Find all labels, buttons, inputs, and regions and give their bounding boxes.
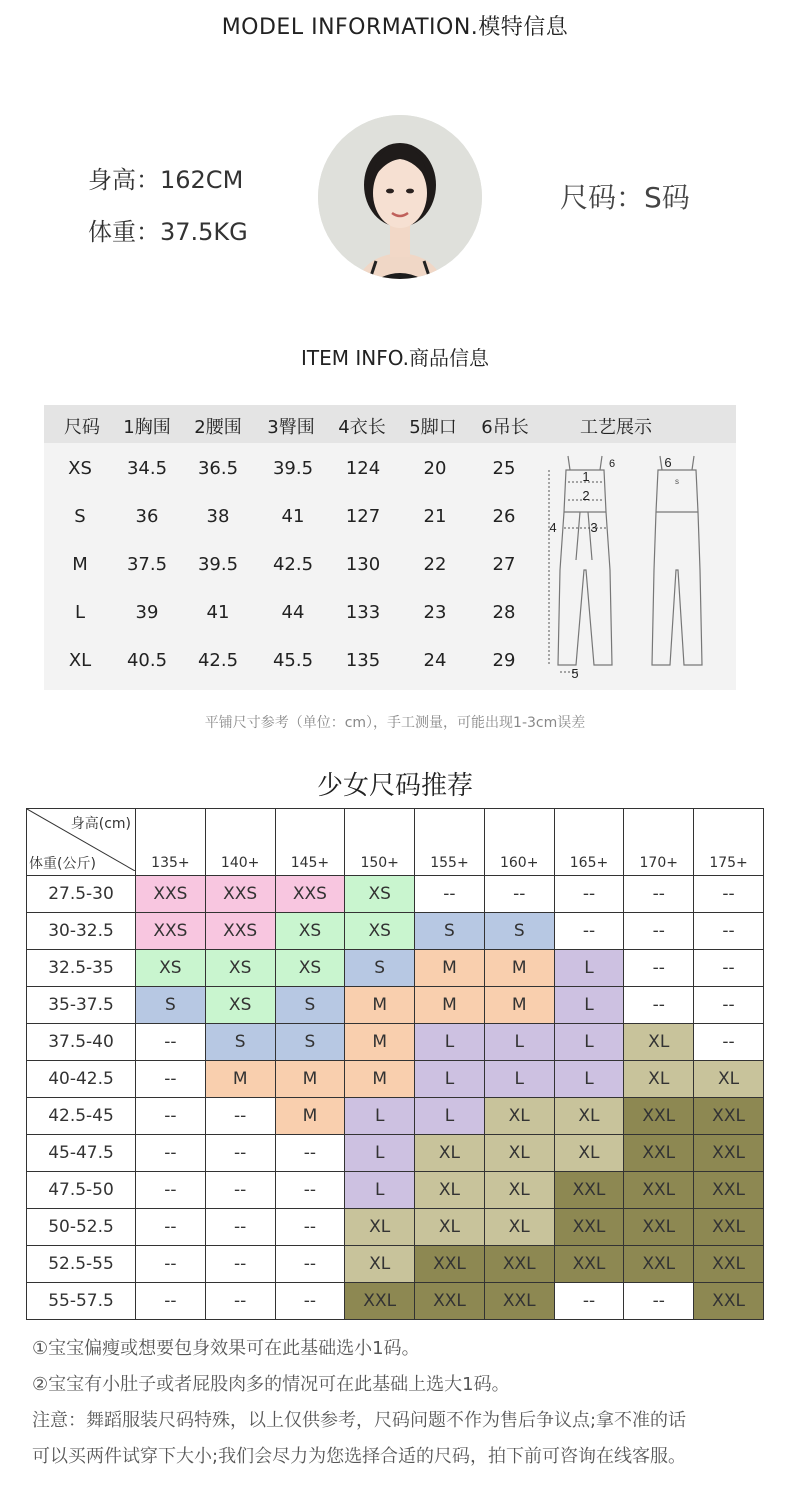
size-cell: XXS <box>205 913 275 950</box>
size-cell: S <box>275 1024 345 1061</box>
notice-line-1: 注意：舞蹈服装尺码特殊，以上仅供参考，尺码问题不作为售后争议点;拿不准的话 <box>32 1410 687 1431</box>
size-cell: L <box>554 987 624 1024</box>
size-cell: XL <box>345 1209 415 1246</box>
size-chart-cell: L <box>74 602 86 623</box>
size-cell: XXL <box>694 1135 764 1172</box>
size-cell: XXS <box>136 876 206 913</box>
height-header: 140+ <box>205 809 275 876</box>
size-cell: -- <box>136 1172 206 1209</box>
weight-label: 55-57.5 <box>27 1283 136 1320</box>
size-chart-cell: 26 <box>492 506 516 527</box>
size-cell: -- <box>275 1172 345 1209</box>
weight-label: 45-47.5 <box>27 1135 136 1172</box>
size-cell: -- <box>624 876 694 913</box>
table-row <box>27 1283 764 1320</box>
height-header: 175+ <box>694 809 764 876</box>
size-cell: XXL <box>694 1246 764 1283</box>
weight-label: 32.5-35 <box>27 950 136 987</box>
size-cell: -- <box>136 1061 206 1098</box>
table-row <box>27 950 764 987</box>
size-cell: -- <box>136 1283 206 1320</box>
diagram-label: 2 <box>582 488 590 503</box>
height-header: 150+ <box>345 809 415 876</box>
size-cell: M <box>275 1061 345 1098</box>
size-chart-cell: 39 <box>135 602 159 623</box>
size-cell: XXL <box>554 1172 624 1209</box>
size-cell: L <box>415 1098 485 1135</box>
size-cell: -- <box>136 1098 206 1135</box>
size-chart-cell: 42.5 <box>272 554 314 575</box>
weight-label: 35-37.5 <box>27 987 136 1024</box>
size-cell: M <box>275 1098 345 1135</box>
model-weight: 体重：37.5KG <box>88 218 248 246</box>
size-chart-cell: 37.5 <box>126 554 168 575</box>
size-cell: L <box>415 1024 485 1061</box>
size-chart-cell: M <box>72 554 88 575</box>
table-row <box>27 876 764 913</box>
model-size: 尺码：S码 <box>560 181 690 214</box>
size-cell: XXL <box>554 1246 624 1283</box>
size-cell: XL <box>484 1098 554 1135</box>
size-chart-cell: 42.5 <box>197 650 239 671</box>
weight-label: 52.5-55 <box>27 1246 136 1283</box>
size-cell: XS <box>345 876 415 913</box>
size-cell: XXL <box>484 1283 554 1320</box>
size-cell: L <box>484 1024 554 1061</box>
size-cell: M <box>345 987 415 1024</box>
size-cell: XXL <box>694 1283 764 1320</box>
model-info-title: MODEL INFORMATION.模特信息 <box>221 15 569 40</box>
size-chart-cell: 45.5 <box>272 650 314 671</box>
size-cell: -- <box>554 1283 624 1320</box>
size-cell: -- <box>624 950 694 987</box>
size-cell: L <box>484 1061 554 1098</box>
height-header: 170+ <box>624 809 694 876</box>
size-cell: -- <box>415 876 485 913</box>
size-chart-cell: 21 <box>423 506 447 527</box>
item-info-title: ITEM INFO.商品信息 <box>300 346 490 370</box>
size-cell: -- <box>694 950 764 987</box>
table-row <box>27 1172 764 1209</box>
size-cell: -- <box>205 1246 275 1283</box>
size-cell: L <box>345 1172 415 1209</box>
table-row <box>27 1135 764 1172</box>
size-chart-cell: 28 <box>492 602 516 623</box>
size-cell: XXL <box>694 1172 764 1209</box>
weight-label: 47.5-50 <box>27 1172 136 1209</box>
size-cell: L <box>345 1135 415 1172</box>
size-chart-cell: 133 <box>345 602 381 623</box>
size-cell: XXS <box>136 913 206 950</box>
size-cell: XS <box>345 913 415 950</box>
size-chart-header: 尺码 <box>64 417 100 438</box>
corner-height-label: 身高(cm) <box>70 816 131 832</box>
size-chart-cell: 36.5 <box>197 458 239 479</box>
size-cell: XS <box>136 950 206 987</box>
size-cell: -- <box>624 987 694 1024</box>
size-cell: -- <box>275 1209 345 1246</box>
size-cell: XS <box>275 950 345 987</box>
size-cell: XXL <box>345 1283 415 1320</box>
size-cell: -- <box>554 913 624 950</box>
size-cell: XS <box>205 950 275 987</box>
table-row <box>27 913 764 950</box>
height-header: 155+ <box>415 809 485 876</box>
size-cell: -- <box>624 913 694 950</box>
size-chart-cell: 34.5 <box>126 458 168 479</box>
size-cell: XL <box>415 1135 485 1172</box>
size-chart-cell: 130 <box>345 554 381 575</box>
garment-diagram <box>540 450 730 682</box>
size-cell: XL <box>554 1135 624 1172</box>
size-cell: XL <box>484 1172 554 1209</box>
table-row <box>27 1209 764 1246</box>
size-cell: XL <box>415 1172 485 1209</box>
size-cell: XL <box>624 1061 694 1098</box>
size-cell: XL <box>694 1061 764 1098</box>
size-cell: XL <box>345 1246 415 1283</box>
size-cell: -- <box>275 1135 345 1172</box>
size-chart-header: 5脚口 <box>409 417 457 438</box>
size-chart-cell: 135 <box>345 650 381 671</box>
size-cell: M <box>415 950 485 987</box>
size-cell: XXL <box>624 1172 694 1209</box>
size-cell: M <box>415 987 485 1024</box>
size-cell: XS <box>205 987 275 1024</box>
size-cell: XL <box>484 1135 554 1172</box>
tip-line-2: ②宝宝有小肚子或者屁股肉多的情况可在此基础上选大1码。 <box>32 1374 510 1395</box>
size-chart-header: 工艺展示 <box>580 417 652 438</box>
size-cell: M <box>205 1061 275 1098</box>
diagram-label: 1 <box>582 469 590 484</box>
size-cell: S <box>275 987 345 1024</box>
size-cell: -- <box>275 1246 345 1283</box>
size-cell: -- <box>136 1024 206 1061</box>
corner-weight-label: 体重(公斤) <box>29 856 96 872</box>
size-cell: XXL <box>624 1135 694 1172</box>
size-chart-cell: 44 <box>281 602 305 623</box>
size-cell: XXL <box>624 1209 694 1246</box>
size-cell: -- <box>554 876 624 913</box>
size-cell: -- <box>694 1024 764 1061</box>
size-cell: -- <box>275 1283 345 1320</box>
size-cell: XL <box>624 1024 694 1061</box>
size-cell: XXL <box>415 1283 485 1320</box>
size-chart-cell: S <box>74 506 86 527</box>
size-cell: -- <box>205 1172 275 1209</box>
size-chart-cell: 124 <box>345 458 381 479</box>
size-chart-cell: 20 <box>423 458 447 479</box>
size-cell: XXL <box>484 1246 554 1283</box>
size-cell: XXL <box>694 1209 764 1246</box>
size-chart-cell: 23 <box>423 602 447 623</box>
size-cell: M <box>484 950 554 987</box>
size-chart-cell: 29 <box>492 650 516 671</box>
size-chart-cell: 27 <box>492 554 516 575</box>
size-chart-cell: 39.5 <box>197 554 239 575</box>
size-cell: XXL <box>624 1098 694 1135</box>
size-cell: L <box>554 1061 624 1098</box>
size-chart-header: 3臀围 <box>267 417 315 438</box>
model-portrait <box>318 115 482 279</box>
diagram-label: 3 <box>590 520 598 535</box>
size-cell: XXL <box>624 1246 694 1283</box>
table-header-row <box>27 809 764 876</box>
size-chart-cell: 24 <box>423 650 447 671</box>
size-cell: -- <box>136 1209 206 1246</box>
weight-label: 42.5-45 <box>27 1098 136 1135</box>
size-chart-header: 1胸围 <box>123 417 171 438</box>
height-header: 145+ <box>275 809 345 876</box>
size-recommend-table <box>26 808 764 1320</box>
size-cell: S <box>484 913 554 950</box>
size-cell: -- <box>205 1209 275 1246</box>
diagram-label: 4 <box>549 520 557 535</box>
size-chart-cell: XL <box>68 650 92 671</box>
size-chart-cell: 22 <box>423 554 447 575</box>
size-chart-cell: 36 <box>135 506 159 527</box>
height-header: 165+ <box>554 809 624 876</box>
size-chart-header: 4衣长 <box>338 417 386 438</box>
size-cell: -- <box>694 913 764 950</box>
size-chart-cell: 39.5 <box>272 458 314 479</box>
measurement-note: 平铺尺寸参考（单位：cm），手工测量，可能出现1-3cm误差 <box>204 715 586 731</box>
weight-label: 30-32.5 <box>27 913 136 950</box>
size-cell: XXL <box>554 1209 624 1246</box>
diagram-label: s <box>675 477 679 486</box>
height-header: 160+ <box>484 809 554 876</box>
size-cell: -- <box>205 1135 275 1172</box>
size-chart-cell: XS <box>68 458 92 479</box>
size-chart-cell: 41 <box>206 602 230 623</box>
size-cell: L <box>554 1024 624 1061</box>
size-cell: XXL <box>694 1098 764 1135</box>
size-cell: XXS <box>205 876 275 913</box>
notice-line-2: 可以买两件试穿下大小;我们会尽力为您选择合适的尺码，拍下前可咨询在线客服。 <box>32 1446 687 1467</box>
size-cell: -- <box>694 987 764 1024</box>
table-row <box>27 1246 764 1283</box>
size-cell: -- <box>136 1246 206 1283</box>
size-cell: -- <box>624 1283 694 1320</box>
diagram-label: 6 <box>608 458 616 470</box>
table-row <box>27 987 764 1024</box>
size-cell: S <box>415 913 485 950</box>
size-chart-cell: 25 <box>492 458 516 479</box>
size-cell: -- <box>136 1135 206 1172</box>
size-chart-header: 6吊长 <box>481 417 529 438</box>
size-cell: -- <box>205 1283 275 1320</box>
size-cell: M <box>484 987 554 1024</box>
tip-line-1: ①宝宝偏瘦或想要包身效果可在此基础选小1码。 <box>32 1338 420 1359</box>
height-header: 135+ <box>136 809 206 876</box>
table-row <box>27 1098 764 1135</box>
size-cell: -- <box>484 876 554 913</box>
size-cell: -- <box>205 1098 275 1135</box>
size-cell: S <box>136 987 206 1024</box>
size-cell: XL <box>554 1098 624 1135</box>
table-row <box>27 1061 764 1098</box>
size-cell: -- <box>694 876 764 913</box>
weight-label: 27.5-30 <box>27 876 136 913</box>
size-cell: XL <box>415 1209 485 1246</box>
size-cell: L <box>554 950 624 987</box>
size-chart-cell: 38 <box>206 506 230 527</box>
weight-label: 40-42.5 <box>27 1061 136 1098</box>
size-cell: L <box>345 1098 415 1135</box>
diagram-label: 6 <box>664 455 672 470</box>
size-chart-cell: 40.5 <box>126 650 168 671</box>
size-chart-header: 2腰围 <box>194 417 242 438</box>
model-height: 身高：162CM <box>88 166 244 194</box>
size-chart-cell: 127 <box>345 506 381 527</box>
diagram-label: 5 <box>571 666 579 681</box>
size-cell: XXL <box>415 1246 485 1283</box>
size-cell: XL <box>484 1209 554 1246</box>
size-cell: XXS <box>275 876 345 913</box>
size-chart-cell: 41 <box>281 506 305 527</box>
size-cell: M <box>345 1061 415 1098</box>
size-cell: L <box>415 1061 485 1098</box>
weight-label: 50-52.5 <box>27 1209 136 1246</box>
size-cell: S <box>205 1024 275 1061</box>
weight-label: 37.5-40 <box>27 1024 136 1061</box>
size-cell: S <box>345 950 415 987</box>
size-cell: XS <box>275 913 345 950</box>
table-row <box>27 1024 764 1061</box>
recommend-title: 少女尺码推荐 <box>316 771 473 801</box>
size-cell: M <box>345 1024 415 1061</box>
table-corner-cell <box>27 809 136 876</box>
